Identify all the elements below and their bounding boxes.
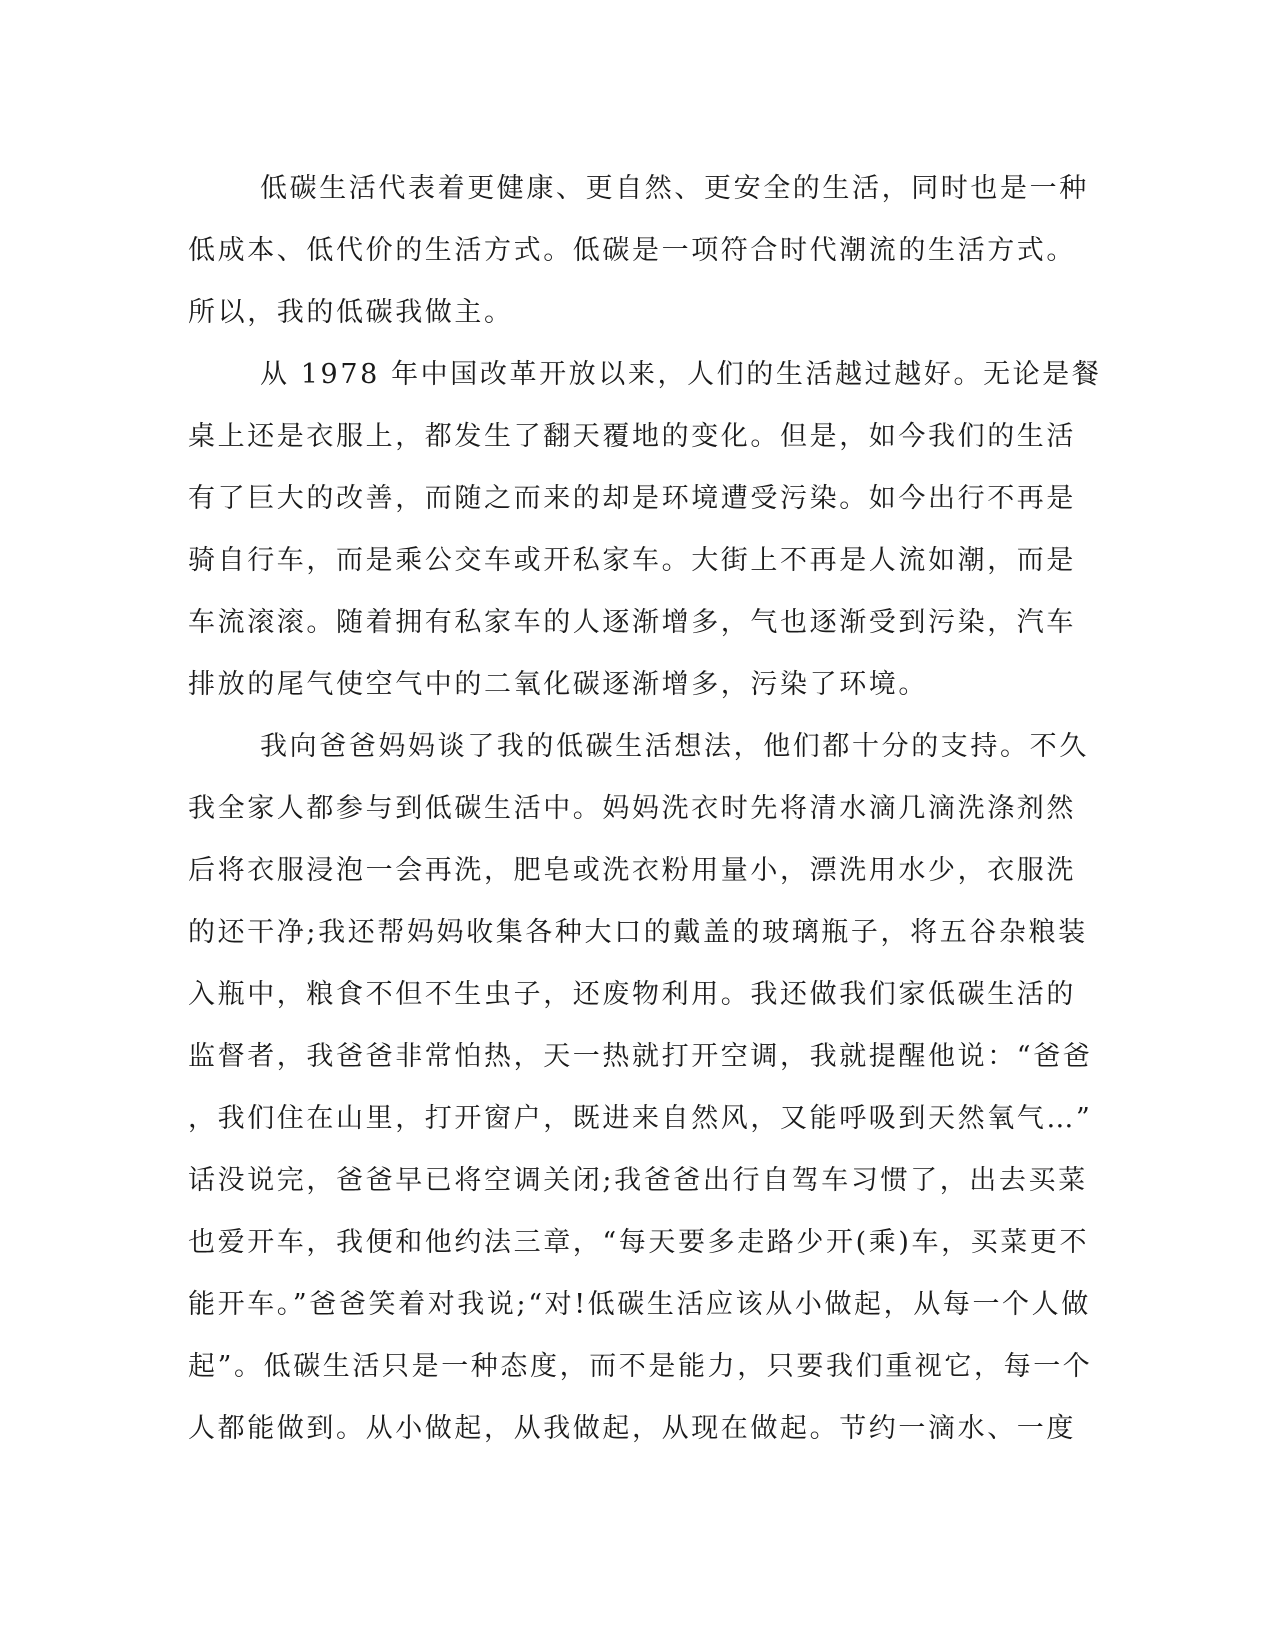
- paragraph-line: 话没说完，爸爸早已将空调关闭;我爸爸出行自驾车习惯了，出去买菜: [188, 1165, 1088, 1196]
- paragraph-line: 起”。低碳生活只是一种态度，而不是能力，只要我们重视它，每一个: [188, 1351, 1093, 1382]
- paragraph-line: 低成本、低代价的生活方式。低碳是一项符合时代潮流的生活方式。: [188, 235, 1076, 266]
- paragraph-line: 后将衣服浸泡一会再洗，肥皂或洗衣粉用量小，漂洗用水少，衣服洗: [188, 855, 1076, 886]
- paragraph-line: 车流滚滚。随着拥有私家车的人逐渐增多，气也逐渐受到污染，汽车: [188, 607, 1076, 638]
- paragraph-2: [188, 344, 1102, 716]
- paragraph-line: 监督者，我爸爸非常怕热，天一热就打开空调，我就提醒他说：“爸爸: [188, 1041, 1093, 1072]
- paragraph-line: 能开车。”爸爸笑着对我说;“对!低碳生活应该从小做起，从每一个人做: [188, 1289, 1091, 1320]
- paragraph-3: [188, 716, 1093, 1460]
- paragraph-line: 骑自行车，而是乘公交车或开私家车。大街上不再是人流如潮，而是: [188, 545, 1076, 576]
- paragraph-line: 所以，我的低碳我做主。: [188, 297, 514, 328]
- paragraph-line: ，我们住在山里，打开窗户，既进来自然风，又能呼吸到天然氧气…”: [188, 1103, 1093, 1134]
- paragraph-line: 的还干净;我还帮妈妈收集各种大口的戴盖的玻璃瓶子，将五谷杂粮装: [188, 917, 1088, 948]
- essay-body: [188, 158, 1102, 1460]
- paragraph-line: 桌上还是衣服上，都发生了翻天覆地的变化。但是，如今我们的生活: [188, 421, 1076, 452]
- paragraph-line: 也爱开车，我便和他约法三章，“每天要多走路少开(乘)车，买菜更不: [188, 1227, 1090, 1258]
- paragraph-1: [188, 158, 1089, 344]
- paragraph-line: 从 1978 年中国改革开放以来，人们的生活越过越好。无论是餐: [260, 359, 1102, 390]
- paragraph-line: 排放的尾气使空气中的二氧化碳逐渐增多，污染了环境。: [188, 669, 928, 700]
- paragraph-line: 低碳生活代表着更健康、更自然、更安全的生活，同时也是一种: [260, 173, 1089, 204]
- paragraph-line: 有了巨大的改善，而随之而来的却是环境遭受污染。如今出行不再是: [188, 483, 1076, 514]
- paragraph-line: 入瓶中，粮食不但不生虫子，还废物利用。我还做我们家低碳生活的: [188, 979, 1076, 1010]
- paragraph-line: 人都能做到。从小做起，从我做起，从现在做起。节约一滴水、一度: [188, 1413, 1076, 1444]
- paragraph-line: 我向爸爸妈妈谈了我的低碳生活想法，他们都十分的支持。不久: [260, 731, 1089, 762]
- paragraph-line: 我全家人都参与到低碳生活中。妈妈洗衣时先将清水滴几滴洗涤剂然: [188, 793, 1076, 824]
